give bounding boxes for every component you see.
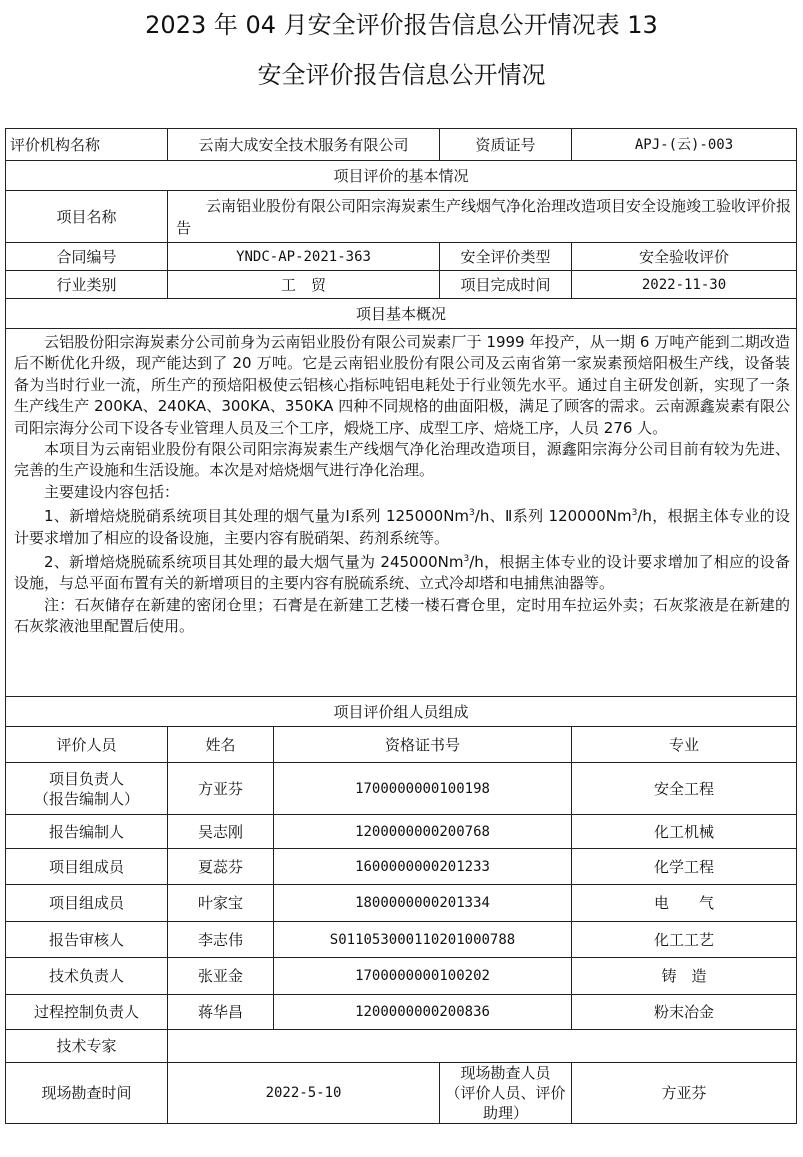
survey-row	[6, 1063, 797, 1124]
section-overview	[6, 299, 797, 329]
team-row	[6, 922, 797, 958]
team-name: 蒋华昌	[168, 995, 274, 1030]
team-header-major: 专业	[572, 727, 797, 763]
team-name: 夏蕊芬	[168, 849, 274, 885]
disclosure-table	[5, 128, 797, 1124]
survey-time-value: 2022-5-10	[168, 1063, 440, 1124]
team-cert: 1200000000200836	[274, 995, 572, 1030]
team-major: 铸 造	[572, 958, 797, 995]
team-header-role: 评价人员	[6, 727, 168, 763]
p5-superscript: 3	[463, 554, 470, 565]
section-basic-title: 项目评价的基本情况	[6, 161, 797, 191]
p4-superscript-1: 3	[469, 508, 475, 519]
eval-type-label: 安全评价类型	[440, 243, 572, 271]
overview-paragraph-1: 云铝股份阳宗海炭素分公司前身为云南铝业股份有限公司炭素厂于 1999 年投产，从一期 6 万吨产能到二期改造后不断优化升级，现产能达到了 20 万吨。它是云南铝业股份有限公司及云南省第一家炭素预焙阳极生产线，设备装备为当时行业一流，所生产的预焙阳极使云铝核心指标吨铝电耗处于行业领先水平。通过自主研发创新，实现了一条生产线生产 200KA、240KA、300KA、350KA 四种不同规格的曲面阳极，满足了顾客的需求。云南源鑫炭素有限公司阳宗海分公司下设各专业管理人员及三个工序，煅烧工序、成型工序、焙烧工序，人员 276 人。	[14, 333, 791, 437]
survey-time-label: 现场勘查时间	[6, 1063, 168, 1124]
expert-row	[6, 1030, 797, 1063]
overview-paragraph-3: 主要建设内容包括：	[44, 482, 180, 501]
overview-text	[6, 329, 797, 697]
team-role: 报告审核人	[6, 922, 168, 958]
team-header-cert: 资格证书号	[274, 727, 572, 763]
team-name: 吴志刚	[168, 815, 274, 849]
document-subtitle: 安全评价报告信息公开情况	[257, 61, 546, 89]
team-row	[6, 763, 797, 815]
team-name: 方亚芬	[168, 763, 274, 815]
overview-row	[6, 329, 797, 697]
team-row	[6, 958, 797, 995]
team-name: 叶家宝	[168, 885, 274, 922]
section-overview-title: 项目基本概况	[6, 299, 797, 329]
team-major: 化工机械	[572, 815, 797, 849]
p4-part-a: 1、新增焙烧脱硝系统项目其处理的烟气量为Ⅰ系列 125000Nm	[44, 507, 470, 526]
team-cert: 1700000000100202	[274, 958, 572, 995]
team-name: 张亚金	[168, 958, 274, 995]
cert-label: 资质证号	[440, 129, 572, 161]
industry-value: 工 贸	[168, 271, 440, 299]
project-name-label: 项目名称	[6, 191, 168, 243]
p4-part-b: /h、Ⅱ系列 120000Nm	[474, 507, 632, 526]
expert-value	[168, 1030, 797, 1063]
team-role: 项目组成员	[6, 849, 168, 885]
document-title: 2023 年 04 月安全评价报告信息公开情况表 13	[145, 11, 658, 39]
section-team	[6, 697, 797, 727]
team-cert: 1200000000200768	[274, 815, 572, 849]
completion-label: 项目完成时间	[440, 271, 572, 299]
team-role: 技术负责人	[6, 958, 168, 995]
team-role: 项目组成员	[6, 885, 168, 922]
org-row	[6, 129, 797, 161]
contract-label: 合同编号	[6, 243, 168, 271]
section-basic	[6, 161, 797, 191]
survey-people-label: 现场勘查人员 （评价人员、评价助理）	[440, 1063, 572, 1124]
team-name: 李志伟	[168, 922, 274, 958]
cert-value: APJ-(云)-003	[572, 129, 797, 161]
team-row	[6, 885, 797, 922]
team-cert: 1700000000100198	[274, 763, 572, 815]
team-cert: 1600000000201233	[274, 849, 572, 885]
project-name-row	[6, 191, 797, 243]
overview-paragraph-4	[14, 503, 790, 549]
industry-row	[6, 271, 797, 299]
overview-paragraph-6: 注：石灰储存在新建的密闭仓里；石膏是在新建工艺楼一楼石膏仓里，定时用车拉运外卖；石灰浆液是在新建的石灰浆液池里配置后使用。	[14, 595, 791, 636]
p4-superscript-2: 3	[631, 508, 638, 519]
team-major: 化学工程	[572, 849, 797, 885]
team-major: 安全工程	[572, 763, 797, 815]
team-role: 项目负责人 （报告编制人）	[6, 763, 168, 815]
team-cert: 1800000000201334	[274, 885, 572, 922]
eval-type-value: 安全验收评价	[572, 243, 797, 271]
overview-paragraph-2: 本项目为云南铝业股份有限公司阳宗海炭素生产线烟气净化治理改造项目，源鑫阳宗海分公司目前有较为先进、完善的生产设施和生活设施。本次是对焙烧烟气进行净化治理。	[14, 440, 791, 480]
team-row	[6, 995, 797, 1030]
team-cert: S011053000110201000788	[274, 922, 572, 958]
team-header-row	[6, 727, 797, 763]
team-role: 过程控制负责人	[6, 995, 168, 1030]
team-header-name: 姓名	[168, 727, 274, 763]
overview-paragraph-5	[14, 549, 790, 595]
team-major: 化工工艺	[572, 922, 797, 958]
team-row	[6, 815, 797, 849]
org-name-label: 评价机构名称	[6, 129, 168, 161]
industry-label: 行业类别	[6, 271, 168, 299]
org-name-value: 云南大成安全技术服务有限公司	[168, 129, 440, 161]
contract-row	[6, 243, 797, 271]
team-role: 报告编制人	[6, 815, 168, 849]
section-team-title: 项目评价组人员组成	[6, 697, 797, 727]
p5-part-a: 2、新增焙烧脱硫系统项目其处理的最大烟气量为 245000Nm	[44, 553, 464, 572]
project-name-value: 云南铝业股份有限公司阳宗海炭素生产线烟气净化治理改造项目安全设施竣工验收评价报告	[168, 191, 797, 243]
expert-label: 技术专家	[6, 1030, 168, 1063]
contract-value: YNDC-AP-2021-363	[168, 243, 440, 271]
team-major: 电 气	[572, 885, 797, 922]
survey-people-value: 方亚芬	[572, 1063, 797, 1124]
p4-part-c: /h，根据主体专业的设计要求增加了相应的设备设施，主要内容有脱硝架、药剂系统等。	[14, 507, 791, 547]
team-row	[6, 849, 797, 885]
team-major: 粉末冶金	[572, 995, 797, 1030]
p5-part-b: /h，根据主体专业的设计要求增加了相应的设备设施，与总平面布置有关的新增项目的主要内容有脱硫系统、立式冷却塔和电捕焦油器等。	[14, 553, 790, 593]
completion-value: 2022-11-30	[572, 271, 797, 299]
